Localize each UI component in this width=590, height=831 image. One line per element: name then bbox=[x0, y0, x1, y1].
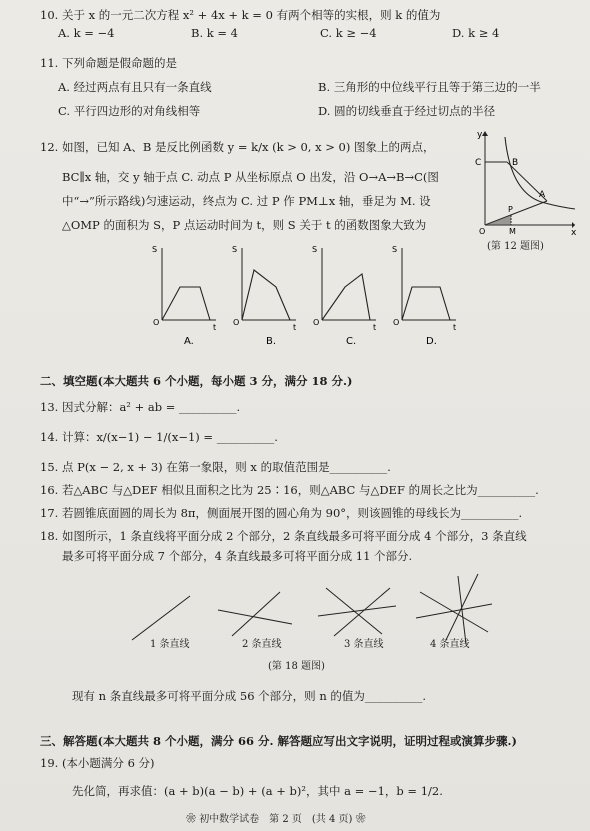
svg-text:S: S bbox=[152, 245, 158, 254]
q12-graph-c bbox=[312, 245, 376, 332]
svg-text:O: O bbox=[153, 318, 160, 327]
footer-text: 初中数学试卷 第 2 页 (共 4 页) bbox=[199, 814, 353, 825]
q12-choice-a: A. bbox=[184, 336, 194, 347]
svg-text:O: O bbox=[233, 318, 240, 327]
q18-caption: (第 18 题图) bbox=[268, 661, 325, 672]
q12-oa-segment bbox=[485, 201, 547, 225]
q12-graph-a bbox=[152, 245, 216, 332]
svg-text:t: t bbox=[213, 323, 217, 332]
q12-line-3: 中“→”所示路线)匀速运动，终点为 C. 过 P 作 PM⊥x 轴，垂足为 M. 设 bbox=[62, 194, 431, 208]
q12-graph-d bbox=[392, 245, 456, 332]
q12-y-arrow bbox=[482, 131, 488, 136]
q12-figure bbox=[475, 125, 580, 235]
q12-graph-b bbox=[232, 245, 296, 332]
q12-choice-b: B. bbox=[266, 336, 277, 347]
footer bbox=[186, 813, 366, 827]
q12-label-p: P bbox=[508, 205, 513, 214]
q10-option-b: B. k = 4 bbox=[191, 26, 238, 40]
q12-label-c: C bbox=[475, 158, 482, 168]
svg-text:S: S bbox=[232, 245, 238, 254]
q12-line-2: BC∥x 轴，交 y 轴于点 C. 动点 P 从坐标原点 O 出发，沿 O→A→B→C(图 bbox=[62, 170, 439, 184]
q18-label-3: 3 条直线 bbox=[344, 639, 384, 650]
q12-choice-d: D. bbox=[426, 336, 437, 347]
q18-line-1: 18. 如图所示，1 条直线将平面分成 2 个部分，2 条直线最多可将平面分成 4 个部分，3 条直线 bbox=[40, 529, 527, 543]
q15: 15. 点 P(x − 2, x + 3) 在第一象限，则 x 的取值范围是__________. bbox=[40, 460, 391, 474]
q12-label-m: M bbox=[509, 227, 516, 235]
svg-text:O: O bbox=[313, 318, 320, 327]
svg-text:S: S bbox=[392, 245, 398, 254]
q14: 14. 计算：x/(x−1) − 1/(x−1) = __________. bbox=[40, 430, 278, 444]
q12-label-x: x bbox=[571, 228, 577, 235]
q12-label-o: O bbox=[479, 227, 486, 235]
q13: 13. 因式分解：a² + ab = __________. bbox=[40, 400, 241, 414]
q19-head: 19. (本小题满分 6 分) bbox=[40, 756, 155, 770]
q10-stem: 10. 关于 x 的一元二次方程 x² + 4x + k = 0 有两个相等的实根，则 k 的值为 bbox=[40, 8, 441, 22]
q11-option-d: D. 圆的切线垂直于经过切点的半径 bbox=[318, 104, 496, 118]
q12-choice-c: C. bbox=[346, 336, 357, 347]
q18-question: 现有 n 条直线最多可将平面分成 56 个部分，则 n 的值为__________. bbox=[72, 689, 427, 703]
q10-option-d: D. k ≥ 4 bbox=[452, 26, 500, 40]
svg-text:t: t bbox=[293, 323, 297, 332]
q18-label-4: 4 条直线 bbox=[430, 639, 470, 650]
q12-answer-graphs bbox=[150, 242, 460, 352]
footer-ornament-right-icon: ❀ bbox=[352, 814, 366, 825]
svg-text:S: S bbox=[312, 245, 318, 254]
q18-two-lines bbox=[218, 592, 292, 636]
footer-ornament-left-icon: ❀ bbox=[186, 814, 200, 825]
svg-text:t: t bbox=[373, 323, 377, 332]
q17: 17. 若圆锥底面圆的周长为 8π，侧面展开图的圆心角为 90°，则该圆锥的母线长为__________. bbox=[40, 506, 523, 520]
q18-figure bbox=[120, 568, 500, 648]
q12-line-1: 12. 如图，已知 A、B 是反比例函数 y = k/x (k > 0, x > 0) 图象上的两点， bbox=[40, 140, 435, 154]
q19-body: 先化简，再求值：(a + b)(a − b) + (a + b)²，其中 a = −1，b = 1/2. bbox=[72, 784, 443, 798]
q12-figure-caption: (第 12 题图) bbox=[487, 241, 544, 252]
q10-option-a: A. k = −4 bbox=[58, 26, 115, 40]
svg-text:O: O bbox=[393, 318, 400, 327]
q10-option-c: C. k ≥ −4 bbox=[320, 26, 377, 40]
q11-option-c: C. 平行四边形的对角线相等 bbox=[58, 104, 201, 118]
q18-line-2: 最多可将平面分成 7 个部分，4 条直线最多可将平面分成 11 个部分. bbox=[62, 549, 413, 563]
q11-stem: 11. 下列命题是假命题的是 bbox=[40, 56, 177, 70]
q18-label-2: 2 条直线 bbox=[242, 639, 282, 650]
q12-label-b: B bbox=[512, 158, 519, 168]
q16: 16. 若△ABC 与△DEF 相似且面积之比为 25∶16，则△ABC 与△DEF 的周长之比为__________. bbox=[40, 483, 539, 497]
section-2-title: 二、填空题(本大题共 6 个小题，每小题 3 分，满分 18 分.) bbox=[40, 374, 353, 388]
q12-label-a: A bbox=[539, 190, 546, 200]
q18-three-lines bbox=[318, 588, 396, 636]
q11-option-a: A. 经过两点有且只有一条直线 bbox=[58, 80, 212, 94]
q18-label-1: 1 条直线 bbox=[150, 639, 190, 650]
q12-label-y: y bbox=[477, 130, 483, 140]
q18-four-lines bbox=[416, 574, 492, 644]
q18-one-line bbox=[132, 596, 190, 640]
section-3-title: 三、解答题(本大题共 8 个小题，满分 66 分. 解答题应写出文字说明，证明过程或演算步骤.) bbox=[40, 734, 517, 748]
q11-option-b: B. 三角形的中位线平行且等于第三边的一半 bbox=[318, 80, 541, 94]
q12-line-4: △OMP 的面积为 S，P 点运动时间为 t，则 S 关于 t 的函数图象大致为 bbox=[62, 218, 427, 232]
svg-text:t: t bbox=[453, 323, 457, 332]
